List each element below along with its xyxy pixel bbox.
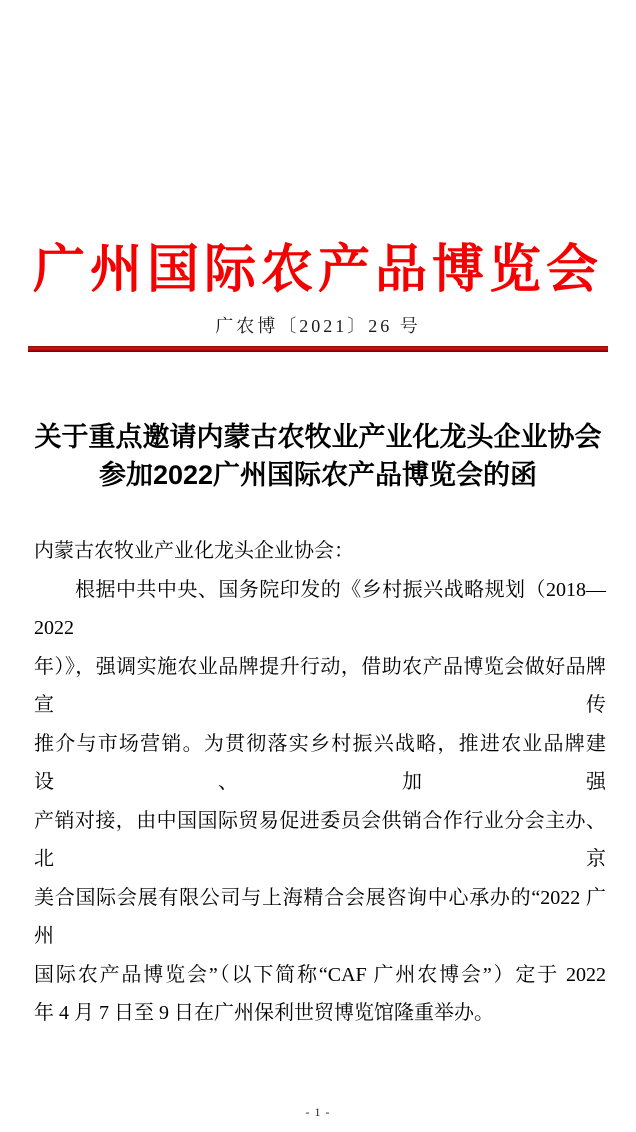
letter-body: [34, 532, 606, 1033]
body-line: 产销对接，由中国国际贸易促进委员会供销合作行业分会主办、北京: [34, 809, 606, 870]
masthead-divider-rule: [28, 346, 608, 352]
subject-heading-line-1: 关于重点邀请内蒙古农牧业产业化龙头企业协会: [34, 422, 602, 452]
subject-heading: [20, 418, 616, 494]
body-line: 国际农产品博览会”（以下简称“CAF 广州农博会”）定于 2022: [34, 963, 606, 986]
document-page: [0, 240, 636, 1132]
body-line: 根据中共中央、国务院印发的《乡村振兴战略规划（2018—2022: [34, 578, 606, 639]
body-line: 推介与市场营销。为贯彻落实乡村振兴战略，推进农业品牌建设、加强: [34, 732, 606, 793]
body-line: 年）》，强调实施农业品牌提升行动，借助农产品博览会做好品牌宣传: [34, 655, 606, 716]
page-number: - 1 -: [305, 1105, 331, 1119]
salutation-line: 内蒙古农牧业产业化龙头企业协会：: [34, 540, 354, 562]
subject-heading-line-2: 参加2022广州国际农产品博览会的函: [98, 460, 538, 490]
masthead-title: 广州国际农产品博览会: [32, 242, 603, 299]
body-line: 年 4 月 7 日至 9 日在广州保利世贸博览馆隆重举办。: [34, 1002, 494, 1024]
document-number: 广农博〔2021〕26 号: [215, 316, 421, 336]
body-line: 美合国际会展有限公司与上海精合会展咨询中心承办的“2022 广州: [34, 886, 606, 947]
